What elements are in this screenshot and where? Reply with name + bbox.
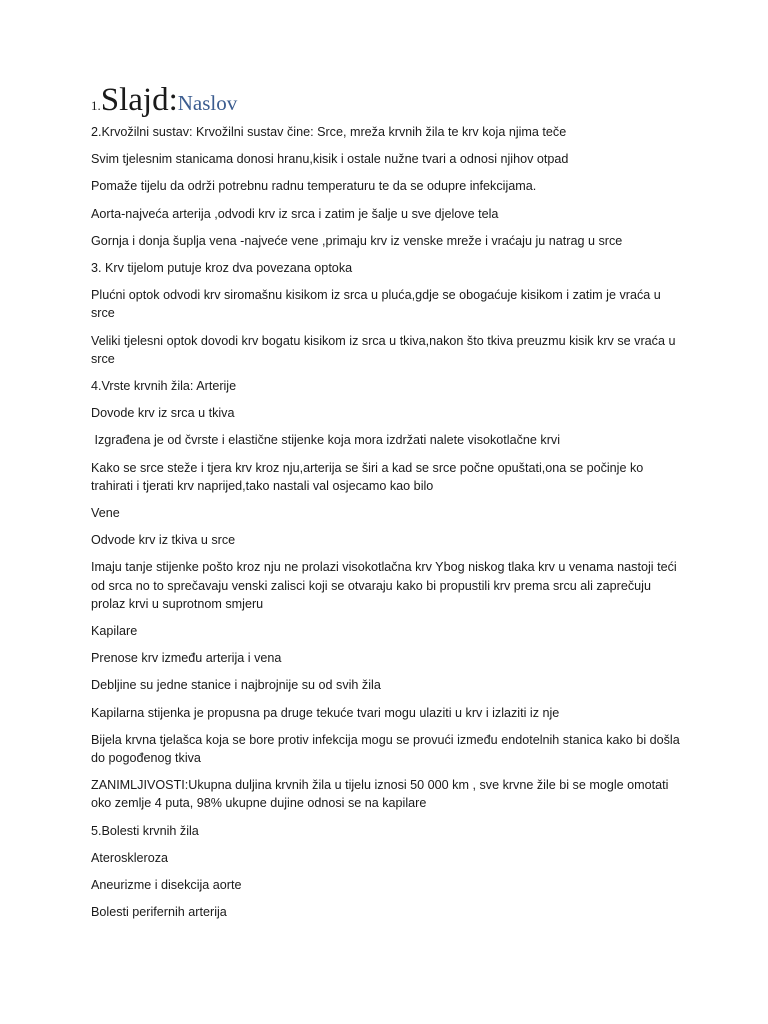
paragraph: Plućni optok odvodi krv siromašnu kisikom iz srca u pluća,gdje se obogaćuje kisikom i zatim je vraća u srce bbox=[91, 288, 665, 321]
paragraph: Prenose krv između arterija i vena bbox=[91, 651, 282, 666]
paragraph: Aneurizme i disekcija aorte bbox=[91, 878, 242, 893]
document-body bbox=[91, 123, 684, 931]
paragraph: ZANIMLJIVOSTI:Ukupna duljina krvnih žila u tijelu iznosi 50 000 km , sve krvne žile bi se mogle omotati oko zemlje 4 puta, 98% ukupne dujine odnosi se na kapilare bbox=[91, 778, 672, 811]
slide-number: 1. bbox=[91, 98, 101, 113]
paragraph: Kako se srce steže i tjera krv kroz nju,arterija se širi a kad se srce počne opuštati,ona se počinje ko trahirati i tjerati krv naprijed,tako nastali val osjecamo kao bilo bbox=[91, 460, 647, 493]
paragraph: Izgrađena je od čvrste i elastične stijenke koja mora izdržati nalete visokotlačne krvi bbox=[91, 433, 560, 448]
paragraph: Bijela krvna tjelašca koja se bore protiv infekcija mogu se provući između endotelnih stanica kako bi došla do pogođenog tkiva bbox=[91, 732, 684, 766]
paragraph: 4.Vrste krvnih žila: Arterije bbox=[91, 379, 237, 394]
slide-title-main: Slajd: bbox=[100, 82, 178, 118]
paragraph: Ateroskleroza bbox=[91, 850, 168, 865]
paragraph: Kapilare bbox=[91, 624, 138, 639]
paragraph: Gornja i donja šuplja vena -najveće vene ,primaju krv iz venske mreže i vraćaju ju natrag u srce bbox=[91, 233, 623, 248]
slide-title bbox=[91, 84, 237, 117]
paragraph: Aorta-najveća arterija ,odvodi krv iz srca i zatim je šalje u sve djelove tela bbox=[91, 206, 499, 221]
paragraph: 3. Krv tijelom putuje kroz dva povezana optoka bbox=[91, 261, 353, 276]
paragraph: Kapilarna stijenka je propusna pa druge tekuće tvari mogu ulaziti u krv i izlaziti iz nje bbox=[91, 705, 560, 720]
paragraph: Veliki tjelesni optok dovodi krv bogatu kisikom iz srca u tkiva,nakon što tkiva preuzmu kisik krv se vraća u srce bbox=[91, 333, 679, 366]
paragraph: Imaju tanje stijenke pošto kroz nju ne prolazi visokotlačna krv Ybog niskog tlaka krv u venama nastoji teći od srca no to sprečavaju venski zalisci koji se otvaraju kako bi propustili krv prema srcu ali zaprečuju prolaz krvi u suprotnom smjeru bbox=[91, 560, 681, 611]
paragraph: Odvode krv iz tkiva u srce bbox=[91, 533, 236, 548]
paragraph: Vene bbox=[91, 506, 120, 521]
paragraph: Dovode krv iz srca u tkiva bbox=[91, 406, 235, 421]
paragraph: Debljine su jedne stanice i najbrojnije su od svih žila bbox=[91, 678, 381, 693]
paragraph: 2.Krvožilni sustav: Krvožilni sustav čine: Srce, mreža krvnih žila te krv koja njima teče bbox=[91, 125, 567, 139]
paragraph: Pomaže tijelu da održi potrebnu radnu temperaturu te da se odupre infekcijama. bbox=[91, 179, 537, 194]
paragraph: Svim tjelesnim stanicama donosi hranu,kisik i ostale nužne tvari a odnosi njihov otpad bbox=[91, 152, 569, 167]
paragraph: Bolesti perifernih arterija bbox=[91, 905, 227, 920]
paragraph: 5.Bolesti krvnih žila bbox=[91, 823, 199, 838]
slide-title-sub: Naslov bbox=[177, 91, 238, 115]
